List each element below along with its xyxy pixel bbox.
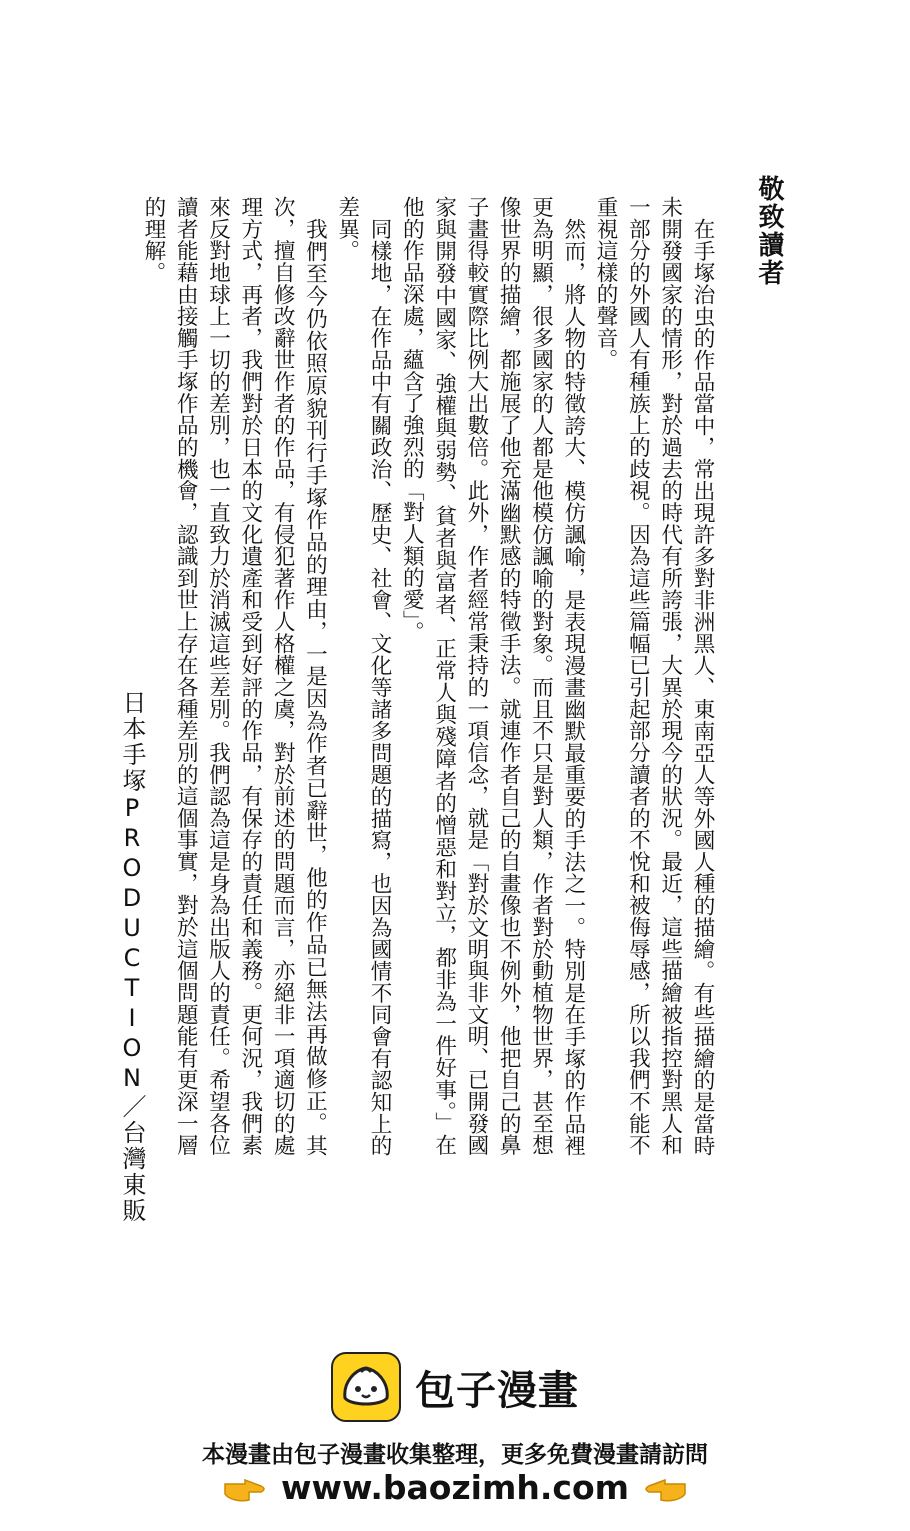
pointing-hand-left-icon (643, 1472, 687, 1504)
publisher-credit: 日本手塚PRODUCTION／台灣東販 (118, 690, 146, 1224)
paragraph-4: 我們至今仍依照原貌刊行手塚作品的理由，一是因為作者已辭世，他的作品已無法再做修正。其次，擅自修改辭世作者的作品，有侵犯著作人格權之虞，對於前述的問題而言，亦絕非一項適切的處理方式，再者，我們對於日本的文化遺產和受到好評的作品，有保存的責任和義務。更何況，我們素來反對地球上一切的差別，也一直致力於消滅這些差別。我們認為這是身為出版人的責任。希望各位讀者能藉由接觸手塚作品的機會，認識到世上存在各種差別的這個事實，對於這個問題能有更深一層的理解。 (140, 196, 328, 1156)
paragraph-3: 同樣地，在作品中有關政治、歷史、社會、文化等諸多問題的描寫，也因為國情不同會有認知上的差異。 (334, 196, 393, 1156)
watermark-notice: 本漫畫由包子漫畫收集整理，更多免費漫畫請訪問 (202, 1442, 708, 1468)
watermark-logo-row (0, 1352, 910, 1422)
watermark-url[interactable]: www.baozimh.com (281, 1468, 629, 1507)
paragraph-2: 然而，將人物的特徵誇大、模仿諷喻，是表現漫畫幽默最重要的手法之一。特別是在手塚的作品裡更為明顯，很多國家的人都是他模仿諷喻的對象。而且不只是對人類，作者對於動植物世界，甚至想像世界的描繪，都施展了他充滿幽默感的特徵手法。就連作者自己的自畫像也不例外，他把自己的鼻子畫得較實際比例大出數倍。此外，作者經常秉持的一項信念，就是「對於文明與非文明、已開發國家與開發中國家、強權與弱勢、貧者與富者、正常人與殘障者的憎惡和對立，都非為一件好事。」在他的作品深處，蘊含了強烈的「對人類的愛」。 (399, 196, 586, 1156)
notice-body (140, 196, 718, 1156)
watermark-url-row (0, 1468, 910, 1507)
watermark-brand: 包子漫畫 (415, 1367, 579, 1414)
notice-title: 敬致讀者 (754, 175, 784, 287)
steamed-bun-icon (331, 1352, 401, 1422)
pointing-hand-right-icon (223, 1472, 267, 1504)
paragraph-1: 在手塚治虫的作品當中，常出現許多對非洲黑人、東南亞人等外國人種的描繪。有些描繪的是當時未開發國家的情形，對於過去的時代有所誇張，大異於現今的狀況。最近，這些描繪被指控對黑人和一部分的外國人有種族上的歧視。因為這些篇幅已引起部分讀者的不悅和被侮辱感，所以我們不能不重視這樣的聲音。 (593, 196, 715, 1156)
